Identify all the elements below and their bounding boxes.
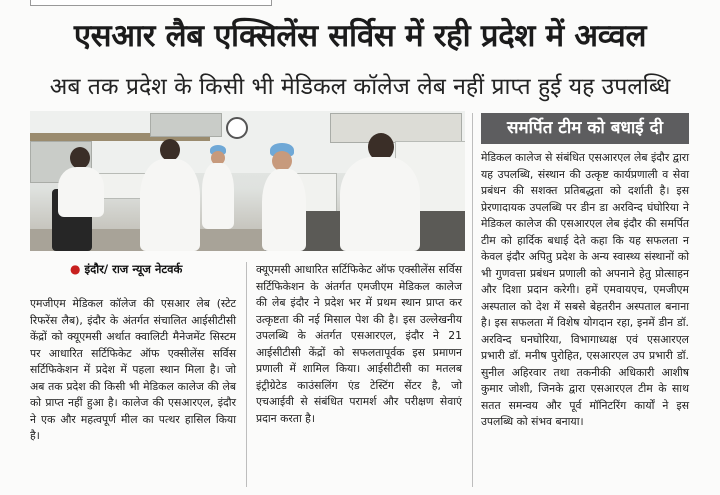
previous-article-box — [30, 0, 272, 6]
lab-photo — [30, 111, 465, 251]
column-divider — [246, 262, 247, 487]
subheadline: अब तक प्रदेश के किसी भी मेडिकल कॉलेज लेब नहीं प्राप्त हुई यह उपलब्धि — [49, 74, 671, 100]
photo-cabinet — [330, 113, 462, 143]
article-column-3: मेडिकल कालेज से संबंधित एसआरएल लेब इंदौर द्वारा यह उपलब्धि, संस्थान की उत्कृष्ट कार्यप्रणाली व सेवा प्रबंधन की सशक्त प्रतिबद्धता को दर्शाती है। इस प्रेरणादायक उपलब्धि पर डीन डा अरविन्द घंघोरिया ने मेडिकल कालेज की एसआरएल लेब इंदौर की समर्पित टीम को हार्दिक बधाई देते कहा कि यह सफलता न केवल इंदौर अपितु प्रदेश के अन्य स्वास्थ्य संस्थानों को भी गुणवत्ता प्रबंधन प्रणाली को अपनाने हेतु प्रोत्साहन और दिशा प्रदान करेगी। हमें एमवायएच, एमजीएम अस्पताल को देश में सबसे बेहतरीन अस्पताल बनाना है। इस सफलता में विशेष योगदान रहा, इनमें डीन डॉ. अरविन्द घनघोरिया, विभागाध्यक्ष एवं एसआरएल प्रभारी डॉ. मनीष पुरोहित, एसआरएल उप प्रभारी डॉ. सुनील अहिरवार तथा तकनीकी अधिकारी आशीष कुमार जोशी, जिनके द्वारा एसआरएल टीम के साथ सतत समन्वय और पूर्व मॉनिटरिंग कार्यों ने इस उपलब्धि को संभव बनाया। — [481, 151, 689, 428]
previous-article-strip — [0, 0, 720, 8]
article-column-2: क्यूएमसी आधारित सर्टिफिकेट ऑफ एक्सीलेंस सर्विस सर्टिफिकेशन के अंतर्गत एमजीएम मेडिकल कालेज की लेब इंदौर ने प्रदेश भर में प्रथम स्थान प्राप्त कर उत्कृष्टता की नई मिसाल पेश की है। इस उल्लेखनीय उपलब्धि के अंतर्गत एसआरएल, इंदौर ने 21 आईसीटीसी केंद्रों को सफलतापूर्वक इस प्रमाणन प्रणाली में शामिल किया। आईसीटीसी का मतलब इंट्रीग्रेटेड काउंसलिंग एंड टेस्टिंग सेंटर है, जो एचआईवी से संबंधित परामर्श और परीक्षण सेवाएं प्रदान करता है। — [256, 263, 462, 425]
box-heading: समर्पित टीम को बधाई दी — [481, 113, 689, 144]
byline-text: इंदौर/ राज न्यूज नेटवर्क — [84, 262, 183, 276]
column-divider — [472, 113, 473, 487]
photo-cabinet — [150, 113, 222, 137]
article-column-1: एमजीएम मेडिकल कॉलेज की एसआर लेब (स्टेट रिफरेंस लैब), इंदौर के अंतर्गत संचालित आईसीटीसी केंद्रों को क्यूएमसी अर्थात क्वालिटी मैनेजमेंट सिस्टम पर आधारित सर्टिफिकेट ऑफ एक्सीलेंस सर्विस सर्टिफिकेशन में प्रदेश में पहला स्थान मिला है। जो अब तक प्रदेश की किसी भी मेडिकल कालेज की लेब को प्राप्त नहीं हुआ है। कालेज की एसआरएल, इंदौर ने एक और महत्वपूर्ण मील का पत्थर हासिल किया है। — [30, 297, 236, 442]
byline — [70, 262, 182, 277]
bullet-icon: ● — [70, 262, 81, 276]
photo-clock — [226, 117, 248, 139]
headline: एसआर लैब एक्सिलेंस सर्विस में रही प्रदेश में अव्वल — [73, 18, 647, 54]
